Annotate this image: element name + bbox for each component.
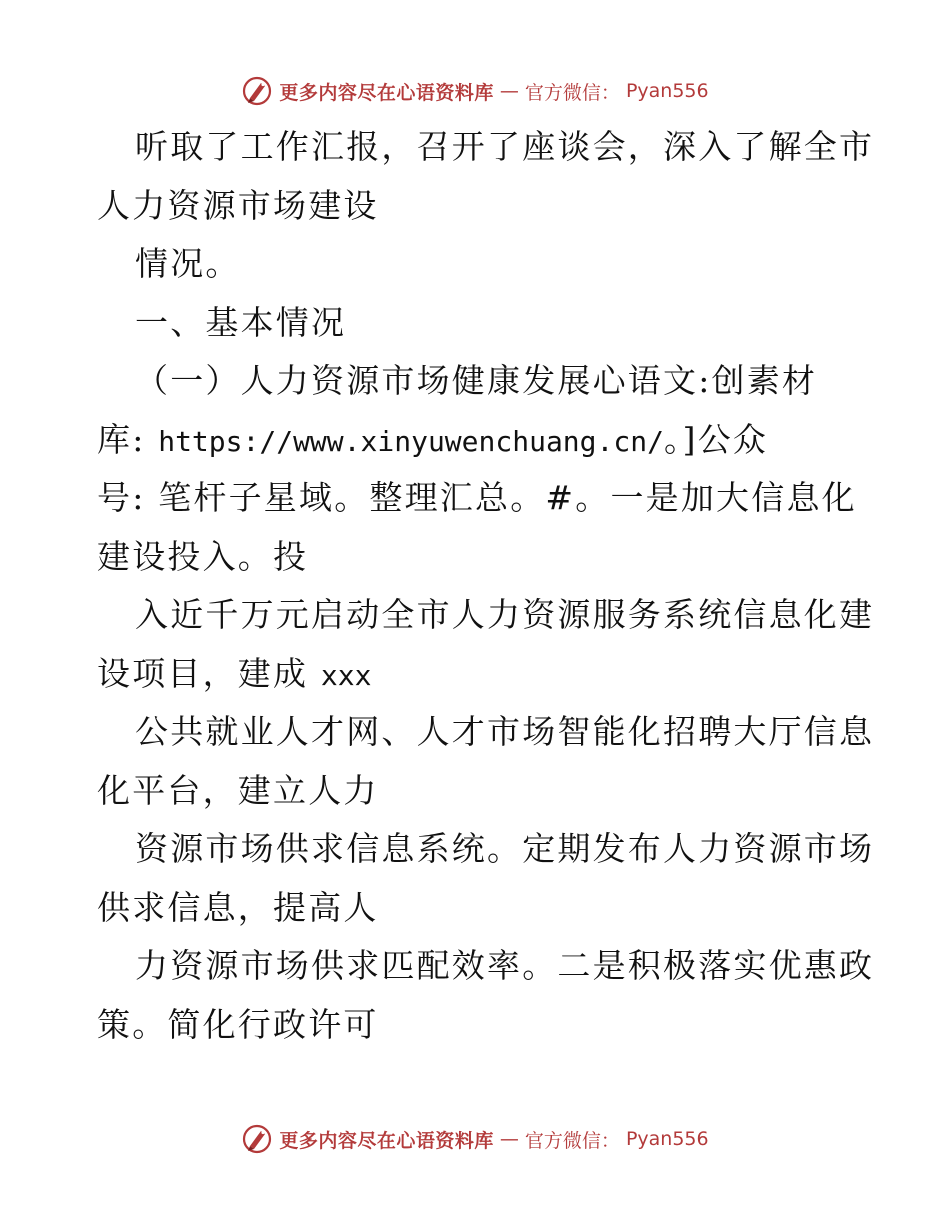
footer-banner-contact-label: 官方微信： [524, 1129, 620, 1152]
paragraph-line: 人力资源市场建设 [97, 185, 379, 225]
line-text: 库: [97, 419, 159, 459]
footer-banner [0, 1119, 950, 1159]
header-banner [0, 71, 950, 111]
paragraph-line: 力资源市场供求匹配效率。二是积极落实优惠政 [135, 946, 875, 985]
line-text: 。]公众 [663, 419, 769, 459]
header-banner-contact-label: 官方微信： [524, 81, 620, 104]
url-text: https://www.xinyuwenchuang.cn/ [158, 424, 664, 458]
pen-logo-icon [241, 75, 273, 107]
paragraph-line: 情况。 [135, 244, 241, 283]
subsection-heading: （一）人力资源市场健康发展心语文:创素材 [135, 361, 818, 400]
header-banner-separator: — [499, 80, 519, 102]
paragraph-line: 号: 笔杆子星域。整理汇总。#。一是加大信息化 [97, 478, 857, 517]
document-body [97, 118, 875, 1054]
paragraph-line: 入近千万元启动全市人力资源服务系统信息化建 [135, 595, 875, 634]
paragraph-line [97, 645, 867, 704]
paragraph-line: 策。简化行政许可 [97, 1004, 379, 1044]
header-banner-title: 更多内容尽在心语资料库 [279, 81, 494, 104]
header-banner-contact-id: Pyan556 [625, 80, 709, 102]
footer-banner-content [241, 1123, 708, 1155]
section-heading: 一、基本情况 [135, 302, 347, 342]
paragraph-line: 供求信息，提高人 [97, 887, 379, 927]
paragraph-line [97, 411, 867, 470]
footer-banner-contact-id: Pyan556 [625, 1128, 709, 1150]
line-text: 设项目，建成 [97, 653, 321, 693]
paragraph-line: 化平台，建立人力 [97, 770, 379, 810]
footer-banner-separator: — [499, 1128, 519, 1150]
placeholder-text: xxx [320, 658, 372, 692]
paragraph-line: 资源市场供求信息系统。定期发布人力资源市场 [135, 829, 875, 868]
paragraph-line: 听取了工作汇报，召开了座谈会，深入了解全市 [135, 127, 875, 166]
paragraph-line: 公共就业人才网、人才市场智能化招聘大厅信息 [135, 712, 875, 751]
footer-banner-title: 更多内容尽在心语资料库 [279, 1129, 494, 1152]
pen-logo-icon [241, 1123, 273, 1155]
paragraph-line: 建设投入。投 [97, 536, 309, 576]
header-banner-content [241, 75, 708, 107]
